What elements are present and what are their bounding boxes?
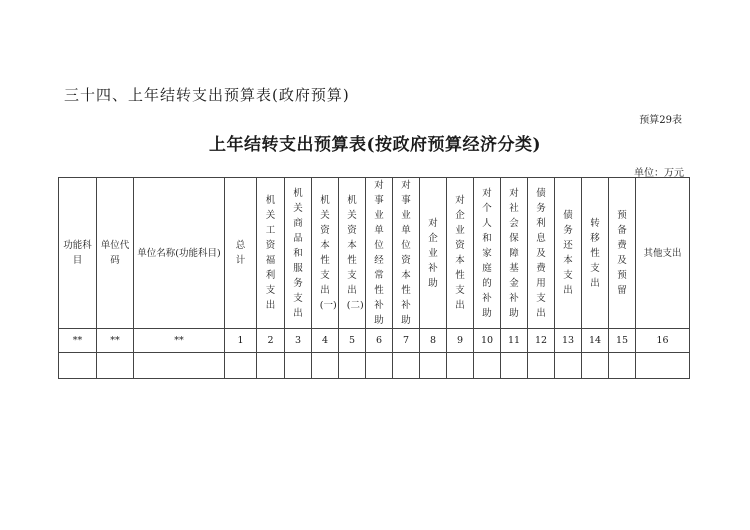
column-number: 15 <box>609 329 636 353</box>
table-cell <box>582 353 609 379</box>
column-header: 债务还本支出 <box>555 178 582 329</box>
column-number-row <box>59 329 690 353</box>
budget-table <box>58 177 690 379</box>
column-number: 8 <box>420 329 447 353</box>
column-header: 功能科目 <box>59 178 97 329</box>
table-cell <box>393 353 420 379</box>
column-number: 4 <box>312 329 339 353</box>
table-cell <box>59 353 97 379</box>
column-header: 机关资本性支出(一) <box>312 178 339 329</box>
table-cell <box>339 353 366 379</box>
column-number: 3 <box>285 329 312 353</box>
table-cell <box>636 353 690 379</box>
column-header: 预备费及预留 <box>609 178 636 329</box>
column-number: 10 <box>474 329 501 353</box>
column-number: 5 <box>339 329 366 353</box>
column-number: 14 <box>582 329 609 353</box>
column-number: 11 <box>501 329 528 353</box>
column-number: 6 <box>366 329 393 353</box>
column-header: 对社会保障基金补助 <box>501 178 528 329</box>
table-number: 预算29表 <box>639 115 682 126</box>
table-cell <box>555 353 582 379</box>
column-number: 7 <box>393 329 420 353</box>
table-cell <box>420 353 447 379</box>
column-header: 对事业单位经常性补助 <box>366 178 393 329</box>
column-header: 单位名称(功能科目) <box>134 178 225 329</box>
column-number: 12 <box>528 329 555 353</box>
column-header: 其他支出 <box>636 178 690 329</box>
column-header: 债务利息及费用支出 <box>528 178 555 329</box>
section-heading: 三十四、上年结转支出预算表(政府预算) <box>64 86 350 104</box>
table-cell <box>312 353 339 379</box>
header-row <box>59 178 690 329</box>
table-cell <box>474 353 501 379</box>
column-header: 机关商品和服务支出 <box>285 178 312 329</box>
page-title: 上年结转支出预算表(按政府预算经济分类) <box>208 135 542 155</box>
column-header: 机关资本性支出(二) <box>339 178 366 329</box>
column-number: ** <box>134 329 225 353</box>
column-header: 机关工资福利支出 <box>257 178 285 329</box>
table-cell <box>501 353 528 379</box>
column-number: 9 <box>447 329 474 353</box>
table-cell <box>225 353 257 379</box>
table-cell <box>134 353 225 379</box>
column-header: 对企业补助 <box>420 178 447 329</box>
unit-label: 单位：万元 <box>634 168 684 179</box>
column-number: 1 <box>225 329 257 353</box>
table-cell <box>366 353 393 379</box>
column-number: 16 <box>636 329 690 353</box>
table-cell <box>528 353 555 379</box>
table-cell <box>97 353 134 379</box>
column-number: 2 <box>257 329 285 353</box>
column-header: 转移性支出 <box>582 178 609 329</box>
table-cell <box>447 353 474 379</box>
column-header: 对企业资本性支出 <box>447 178 474 329</box>
table-row <box>59 353 690 379</box>
table-cell <box>285 353 312 379</box>
column-header: 单位代码 <box>97 178 134 329</box>
column-number: ** <box>97 329 134 353</box>
table-cell <box>609 353 636 379</box>
column-number: 13 <box>555 329 582 353</box>
column-number: ** <box>59 329 97 353</box>
column-header: 总计 <box>225 178 257 329</box>
column-header: 对事业单位资本性补助 <box>393 178 420 329</box>
column-header: 对个人和家庭的补助 <box>474 178 501 329</box>
table-cell <box>257 353 285 379</box>
